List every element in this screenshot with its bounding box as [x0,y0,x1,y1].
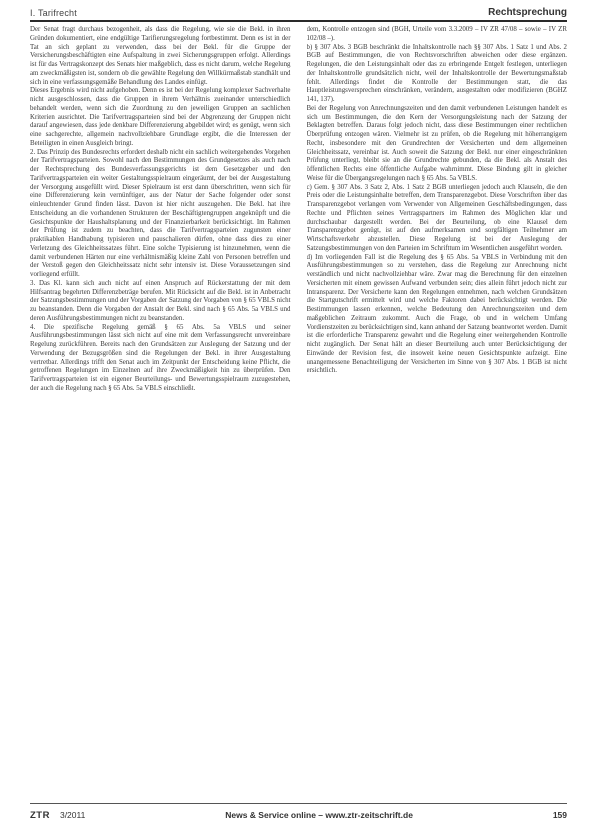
running-header [30,2,567,18]
paragraph: b) § 307 Abs. 3 BGB beschränkt die Inhaltskontrolle nach §§ 307 Abs. 1 Satz 1 und Abs. 2 BGB auf Bestimmungen, die von Rechtsvorschriften abweichen oder diese ergänzen. Regelungen, die den Leistungsinhalt oder das zu erbringende Entgelt festlegen, unterliegen der Inhaltskontrolle grundsätzlich nicht, weil der Inhaltskontrolle der Bewertungsmaßstab fehlt. Allerdings findet die Kontrolle der Bestimmungen statt, die das Hauptleistungsversprechen einschränken, verändern, ausgestalten oder modifizieren (BGHZ 141, 137). [306,43,567,103]
left-column [30,26,291,796]
issue-number: 3/2011 [59,810,86,820]
paragraph: Der Senat fragt durchaus bezogenheit, als dass die Regelung, wie sie die Bekl. in ihren Gründen dokumentiert, eine endgültige Tarifierungsregelung fortbestimmt. Denn es ist in der Tat an sich geplant zu verwenden, dass bei der Bekl. für die Gruppe der Versicherungsbeschäftigten eine Aufspaltung in zwei Sicherungsgruppen erfolgt. Allerdings ist für das Vertragskonzept des Senats hier maßgeblich, dass es nicht darum, welche Regelung am zweckmäßigsten ist, sondern ob die gewählte Regelung den Willkürmaßstab standhält und sich in eine verfassungsgemäße Behandlung des Landes einfügt. [30,26,291,86]
header-rule [30,20,567,22]
journal-section-title: Rechtsprechung [488,7,567,18]
journal-name: ZTR [30,809,50,821]
paragraph: 3. Das Kl. kann sich auch nicht auf einen Anspruch auf Rückerstattung der mit dem Hilfsantrag begehrten Differenzbeträge berufen. Mit Rücksicht auf die Bekl. ist in Anbetracht der Satzungsbestimmungen und der Vorgaben der Satzung der Vorgaben von § 65 VBLS nicht zu beanstanden. Denn die Vorgaben der Anstalt der Bekl. sind nach § 65 Abs. 5a VBLS und deren Ausführungsbestimmungen nicht zu beanstanden. [30,279,291,322]
page-footer [30,808,567,822]
footer-website: News & Service online – www.ztr-zeitschrift.de [225,810,413,820]
paragraph: 2. Das Prinzip des Bundesrechts erfordert deshalb nicht ein sachlich weitergehendes Vorgehen der Tarifvertragsparteien. Sowohl nach den Bestimmungen des Grundgesetzes als auch nach der Rechtsprechung des Bundesverfassungsgerichts ist dem Gesetzgeber und den Tarifvertragsparteien ein weiter Gestaltungsspielraum eingeräumt, der bei der Ausgestaltung der Versorgung ausgefüllt wird. Dieser Spielraum ist erst dann überschritten, wenn sich für eine Differenzierung kein vernünftiger, aus der Natur der Sache folgender oder sonst einleuchtender Grund finden lässt. Davon ist hier nicht auszugehen. Die Bekl. hat ihre Entscheidung an die vorhandenen Strukturen der Beschäftigtengruppen angeknüpft und die Gesichtspunkte der Haushaltsplanung und der Finanzierbarkeit berücksichtigt. Im Rahmen der Prüfung ist zudem zu beachten, dass die Tarifvertragsparteien zugunsten einer praktikablen Handhabung typisieren und pauschalieren dürfen, ohne dass dies zu einer Verletzung des Gleichheitssatzes führt. Eine solche Typisierung ist hinzunehmen, wenn die damit verbundenen Härten nur eine verhältnismäßig kleine Zahl von Personen betreffen und der Verstoß gegen den Gleichheitssatz nicht sehr intensiv ist. Diese Voraussetzungen sind vorliegend erfüllt. [30,148,291,278]
paragraph: dem, Kontrolle entzogen sind (BGH, Urteile vom 3.3.2009 – IV ZR 47/08 – sowie – IV ZR 102/08 –). [306,26,567,42]
section-label: I. Tarifrecht [30,8,77,18]
paragraph: Bei der Regelung von Anrechnungszeiten und den damit verbundenen Leistungen handelt es sich um Bestimmungen, die den Kern der Versorgungsleistung nach der Satzung der Beklagten betreffen. Daraus folgt jedoch nicht, dass diese Bestimmungen einer rechtlichen Überprüfung entzogen wären. Vielmehr ist zu prüfen, ob die Regelung mit höherrangigem Recht, insbesondere mit den Grundrechten der Versicherten und dem allgemeinen Gleichheitssatz, vereinbar ist. Auch soweit die Satzung der Bekl. nur einer eingeschränkten Prüfung unterliegt, bleibt sie an die Grundrechte gebunden, da die Bekl. als Anstalt des öffentlichen Rechts eine öffentliche Aufgabe wahrnimmt. Diese Bindung gilt in gleicher Weise für die Übergangsregelungen nach § 65 Abs. 5a VBLS. [306,104,567,182]
page-number: 159 [552,810,567,820]
paragraph: c) Gem. § 307 Abs. 3 Satz 2, Abs. 1 Satz 2 BGB unterliegen jedoch auch Klauseln, die den Preis oder die Leistungsinhalte betreffen, dem Transparenzgebot. Diese Vorschriften über das Transparenzgebot verlangen vom Verwender von Allgemeinen Geschäftsbedingungen, dass Rechte und Pflichten seines Vertragspartners im Rahmen des Möglichen klar und durchschaubar dargestellt werden. Bei der Beurteilung, ob eine Klausel dem Transparenzgebot genügt, ist auf den aufmerksamen und sorgfältigen Teilnehmer am Wirtschaftsverkehr abzustellen. Diese Regelung ist bei der Auslegung der Satzungsbestimmungen von den Parteien im Schrifttum im Wesentlichen ausgeführt worden. [306,183,567,252]
journal-issue [30,810,85,821]
text-columns [30,26,567,796]
paragraph: 4. Die spezifische Regelung gemäß § 65 Abs. 5a VBLS und seiner Ausführungsbestimmungen lässt sich nicht auf eine mit dem Verfassungsrecht unvereinbare Regelung zurückführen. Bereits nach den Grundsätzen zur Auslegung der Satzung und der Verwendung der Bezugsgrößen sind die Regelungen der Bekl. in ihrer Ausgestaltung vertretbar. Allerdings trifft den Senat auch im Zeitpunkt der Entscheidung keine Pflicht, die getroffenen Regelungen im Einzelnen auf ihre Zweckmäßigkeit hin zu überprüfen. Den Tarifvertragsparteien ist ein eigener Beurteilungs- und Bewertungsspielraum zuzugestehen, der auch die Regelung nach § 65 Abs. 5a VBLS einschließt. [30,323,291,392]
paragraph: d) Im vorliegenden Fall ist die Regelung des § 65 Abs. 5a VBLS in Verbindung mit den Ausführungsbestimmungen so zu verstehen, dass die Regelung zur Anrechnung nicht verständlich und nicht nachvollziehbar wäre. Zwar mag die Berechnung für den einzelnen Versicherten mit einem gewissen Aufwand verbunden sein; dies allein führt jedoch nicht zur Intransparenz. Der Versicherte kann den Regelungen entnehmen, nach welchen Grundsätzen die Startgutschrift ermittelt wird und welche Faktoren dabei berücksichtigt werden. Die Bestimmungen lassen erkennen, welche Bedeutung den Anrechnungszeiten und dem maßgeblichen Zeitraum zukommt. Auch die Frage, ob und in welchem Umfang Vordienstzeiten zu berücksichtigen sind, kann anhand der Satzung beantwortet werden. Damit ist die erforderliche Transparenz gewahrt und die Regelung einer weitergehenden Kontrolle nicht zugänglich. Der Senat hält an dieser Beurteilung auch unter Berücksichtigung der Einwände der Revision fest, die insoweit keine neuen Gesichtspunkte aufzeigt. Eine unangemessene Benachteiligung der Versicherten im Sinne von § 307 Abs. 1 BGB ist nicht ersichtlich. [306,253,567,375]
right-column [307,26,568,796]
footer-rule [30,803,567,804]
paragraph: Dieses Ergebnis wird nicht aufgehoben. Denn es ist bei der Regelung komplexer Sachverhalte nicht ausgeschlossen, dass die Gruppen in ihrem Verhältnis zueinander unterschiedlich behandelt werden, wenn sich die Zuordnung zu den jeweiligen Gruppen an sachlichen Kriterien ausrichtet. Die Tarifvertragsparteien sind bei der Abgrenzung der Gruppen nicht darauf angewiesen, dass jede denkbare Differenzierung abgebildet wird; es genügt, wenn sich eine sachgerechte, allgemein nachvollziehbare Grundlage ergibt, die die Interessen der Beteiligten in einen Ausgleich bringt. [30,87,291,147]
